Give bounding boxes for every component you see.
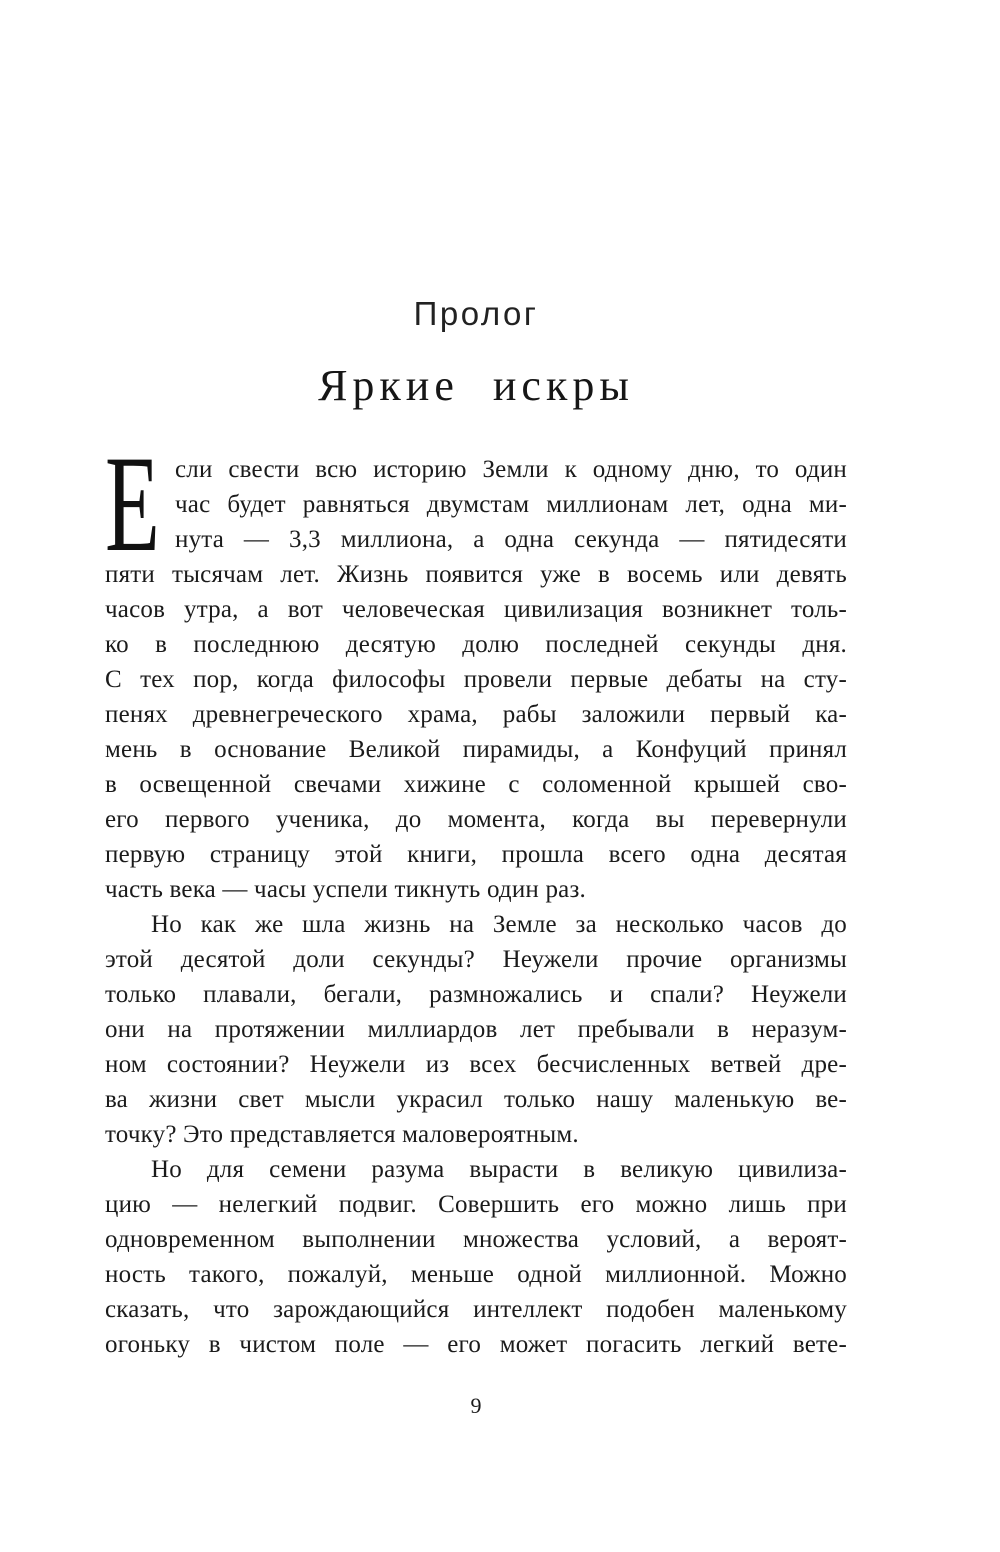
drop-cap-letter: Е [105, 427, 160, 580]
page-number: 9 [470, 1393, 482, 1418]
text-line: в освещенной свечами хижине с соломенной крышей сво- [105, 771, 847, 798]
drop-cap [105, 427, 175, 580]
text-line: часть века — часы успели тикнуть один раз. [105, 876, 586, 903]
text-line: этой десятой доли секунды? Неужели прочие организмы [105, 946, 847, 973]
text-line: час будет равняться двумстам миллионам лет, одна ми- [175, 491, 847, 518]
text-line: С тех пор, когда философы провели первые дебаты на сту- [105, 666, 847, 693]
text-line: пяти тысячам лет. Жизнь появится уже в восемь или девять [105, 561, 847, 588]
text-line: мень в основание Великой пирамиды, а Конфуций принял [105, 736, 847, 763]
text-line: сказать, что зарождающийся интеллект подобен маленькому [105, 1296, 847, 1323]
text-line: ва жизни свет мысли украсил только нашу маленькую ве- [105, 1086, 847, 1113]
text-line: они на протяжении миллиардов лет пребывали в неразум- [105, 1016, 847, 1043]
text-line: только плавали, бегали, размножались и спали? Неужели [105, 981, 847, 1008]
text-line: первую страницу этой книги, прошла всего одна десятая [105, 841, 847, 868]
chapter-pretitle: Пролог [413, 295, 539, 332]
paragraph [105, 907, 847, 1152]
text-line: пенях древнегреческого храма, рабы заложили первый ка- [105, 701, 847, 728]
text-line: ко в последнюю десятую долю последней секунды дня. [105, 631, 847, 658]
paragraph [105, 1152, 847, 1362]
text-line: точку? Это представляется маловероятным. [105, 1121, 579, 1148]
text-line: ном состоянии? Неужели из всех бесчисленных ветвей дре- [105, 1051, 847, 1078]
text-line: часов утра, а вот человеческая цивилизация возникнет толь- [105, 596, 847, 623]
text-line: цию — нелегкий подвиг. Совершить его можно лишь при [105, 1191, 847, 1218]
text-line: одновременном выполнении множества условий, а вероят- [105, 1226, 847, 1253]
text-line: огоньку в чистом поле — его может погасить легкий вете- [105, 1331, 847, 1358]
text-line: Но как же шла жизнь на Земле за несколько часов до [151, 911, 847, 938]
text-line: нута — 3,3 миллиона, а одна секунда — пятидесяти [175, 526, 847, 553]
body-text [105, 427, 847, 1362]
text-line: ность такого, пожалуй, меньше одной миллионной. Можно [105, 1261, 847, 1288]
chapter-title: Яркие искры [318, 361, 634, 410]
text-line: Но для семени разума вырасти в великую цивилиза- [151, 1156, 847, 1183]
paragraph [105, 427, 847, 907]
text-line: сли свести всю историю Земли к одному дню, то один [175, 456, 847, 483]
text-line: его первого ученика, до момента, когда вы перевернули [105, 806, 847, 833]
